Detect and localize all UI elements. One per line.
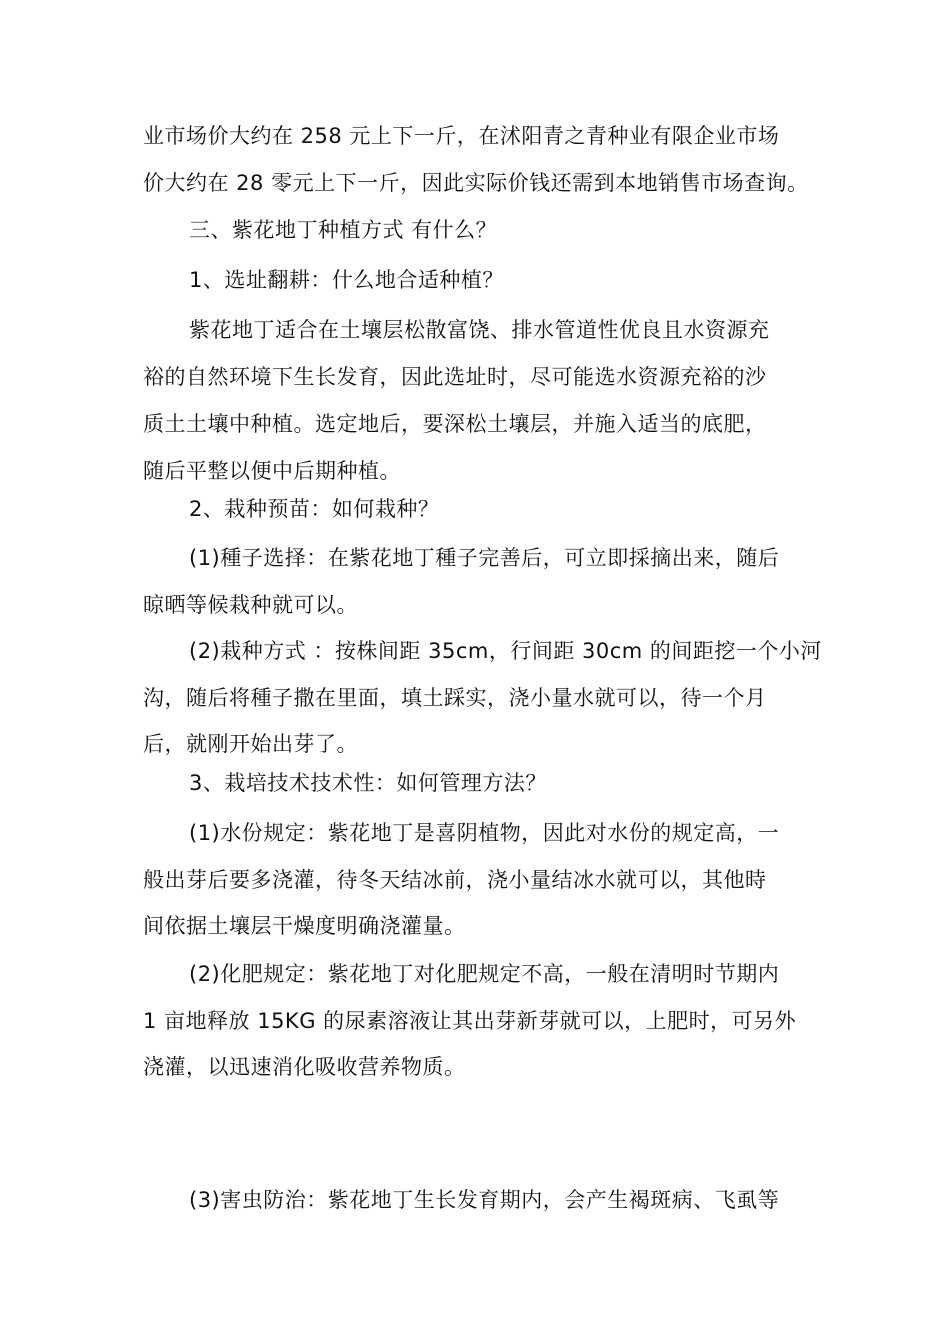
subsection-heading <box>0 263 950 297</box>
section-heading <box>0 213 950 247</box>
text-line-content: 裕的自然环境下生长发育，因此选址时，尽可能选水资源充裕的沙 <box>143 365 767 389</box>
text-line-content: 紫花地丁适合在土壤层松散富饶、排水管道性优良且水资源充 <box>189 318 770 342</box>
text-line-content: 浇灌，以迅速消化吸收营养物质。 <box>143 1055 466 1079</box>
text-line-content: 1 亩地释放 15KG 的尿素溶液让其出芽新芽就可以，上肥时，可另外 <box>143 1009 797 1033</box>
subsection-heading <box>0 492 950 526</box>
text-line <box>0 634 950 668</box>
text-line-content: 晾晒等候栽种就可以。 <box>143 593 358 617</box>
text-line-content: (1)種子选择：在紫花地丁種子完善后，可立即採摘出来，随后 <box>189 546 780 570</box>
text-line <box>0 541 950 575</box>
text-line-content: 随后平整以便中后期种植。 <box>143 459 401 483</box>
text-line-content: 般出芽后要多浇灌，待冬天结冰前，浇小量结冰水就可以，其他時 <box>143 868 767 892</box>
text-line-content: 价大约在 28 零元上下一斤，因此实际价钱还需到本地销售市场查询。 <box>143 171 809 195</box>
subsection-heading <box>0 766 950 800</box>
section-heading-text: 三、紫花地丁种植方式 有什么？ <box>189 218 498 242</box>
text-line <box>0 360 950 394</box>
text-line <box>0 1183 950 1217</box>
text-line <box>0 313 950 347</box>
text-line <box>0 957 950 991</box>
text-line <box>0 1004 950 1038</box>
text-line <box>0 727 950 761</box>
text-line <box>0 588 950 622</box>
text-line <box>0 909 950 943</box>
subsection-heading-text: 2、栽种预苗：如何栽种？ <box>189 497 440 521</box>
text-line <box>0 119 950 153</box>
text-line <box>0 166 950 200</box>
text-line-content: (2)栽种方式 ：按株间距 35cm，行间距 30cm 的间距挖一个小河 <box>189 639 822 663</box>
text-line <box>0 816 950 850</box>
subsection-heading-text: 1、选址翻耕：什么地合适种植？ <box>189 268 504 292</box>
text-line-content: (2)化肥规定：紫花地丁对化肥规定不高，一般在清明时节期内 <box>189 962 780 986</box>
text-line-content: 沟，随后将種子撒在里面，填土踩实，浇小量水就可以，待一个月 <box>143 686 767 710</box>
subsection-heading-text: 3、栽培技术技术性：如何管理方法？ <box>189 771 547 795</box>
text-line-content: (1)水份规定：紫花地丁是喜阴植物，因此对水份的规定高，一 <box>189 821 780 845</box>
text-line-content: 质土土壤中种植。选定地后，要深松土壤层，并施入适当的底肥， <box>143 412 767 436</box>
text-line <box>0 454 950 488</box>
text-line-content: 业市场价大约在 258 元上下一斤，在沭阳青之青种业有限企业市场 <box>143 124 780 148</box>
text-line-content: 后，就刚开始出芽了。 <box>143 732 358 756</box>
text-line-content: (3)害虫防治：紫花地丁生长发育期内，会产生褐斑病、飞虱等 <box>189 1188 780 1212</box>
text-line <box>0 1050 950 1084</box>
text-line-content: 间依据土壤层干燥度明确浇灌量。 <box>143 914 466 938</box>
text-line <box>0 681 950 715</box>
text-line <box>0 863 950 897</box>
text-line <box>0 407 950 441</box>
